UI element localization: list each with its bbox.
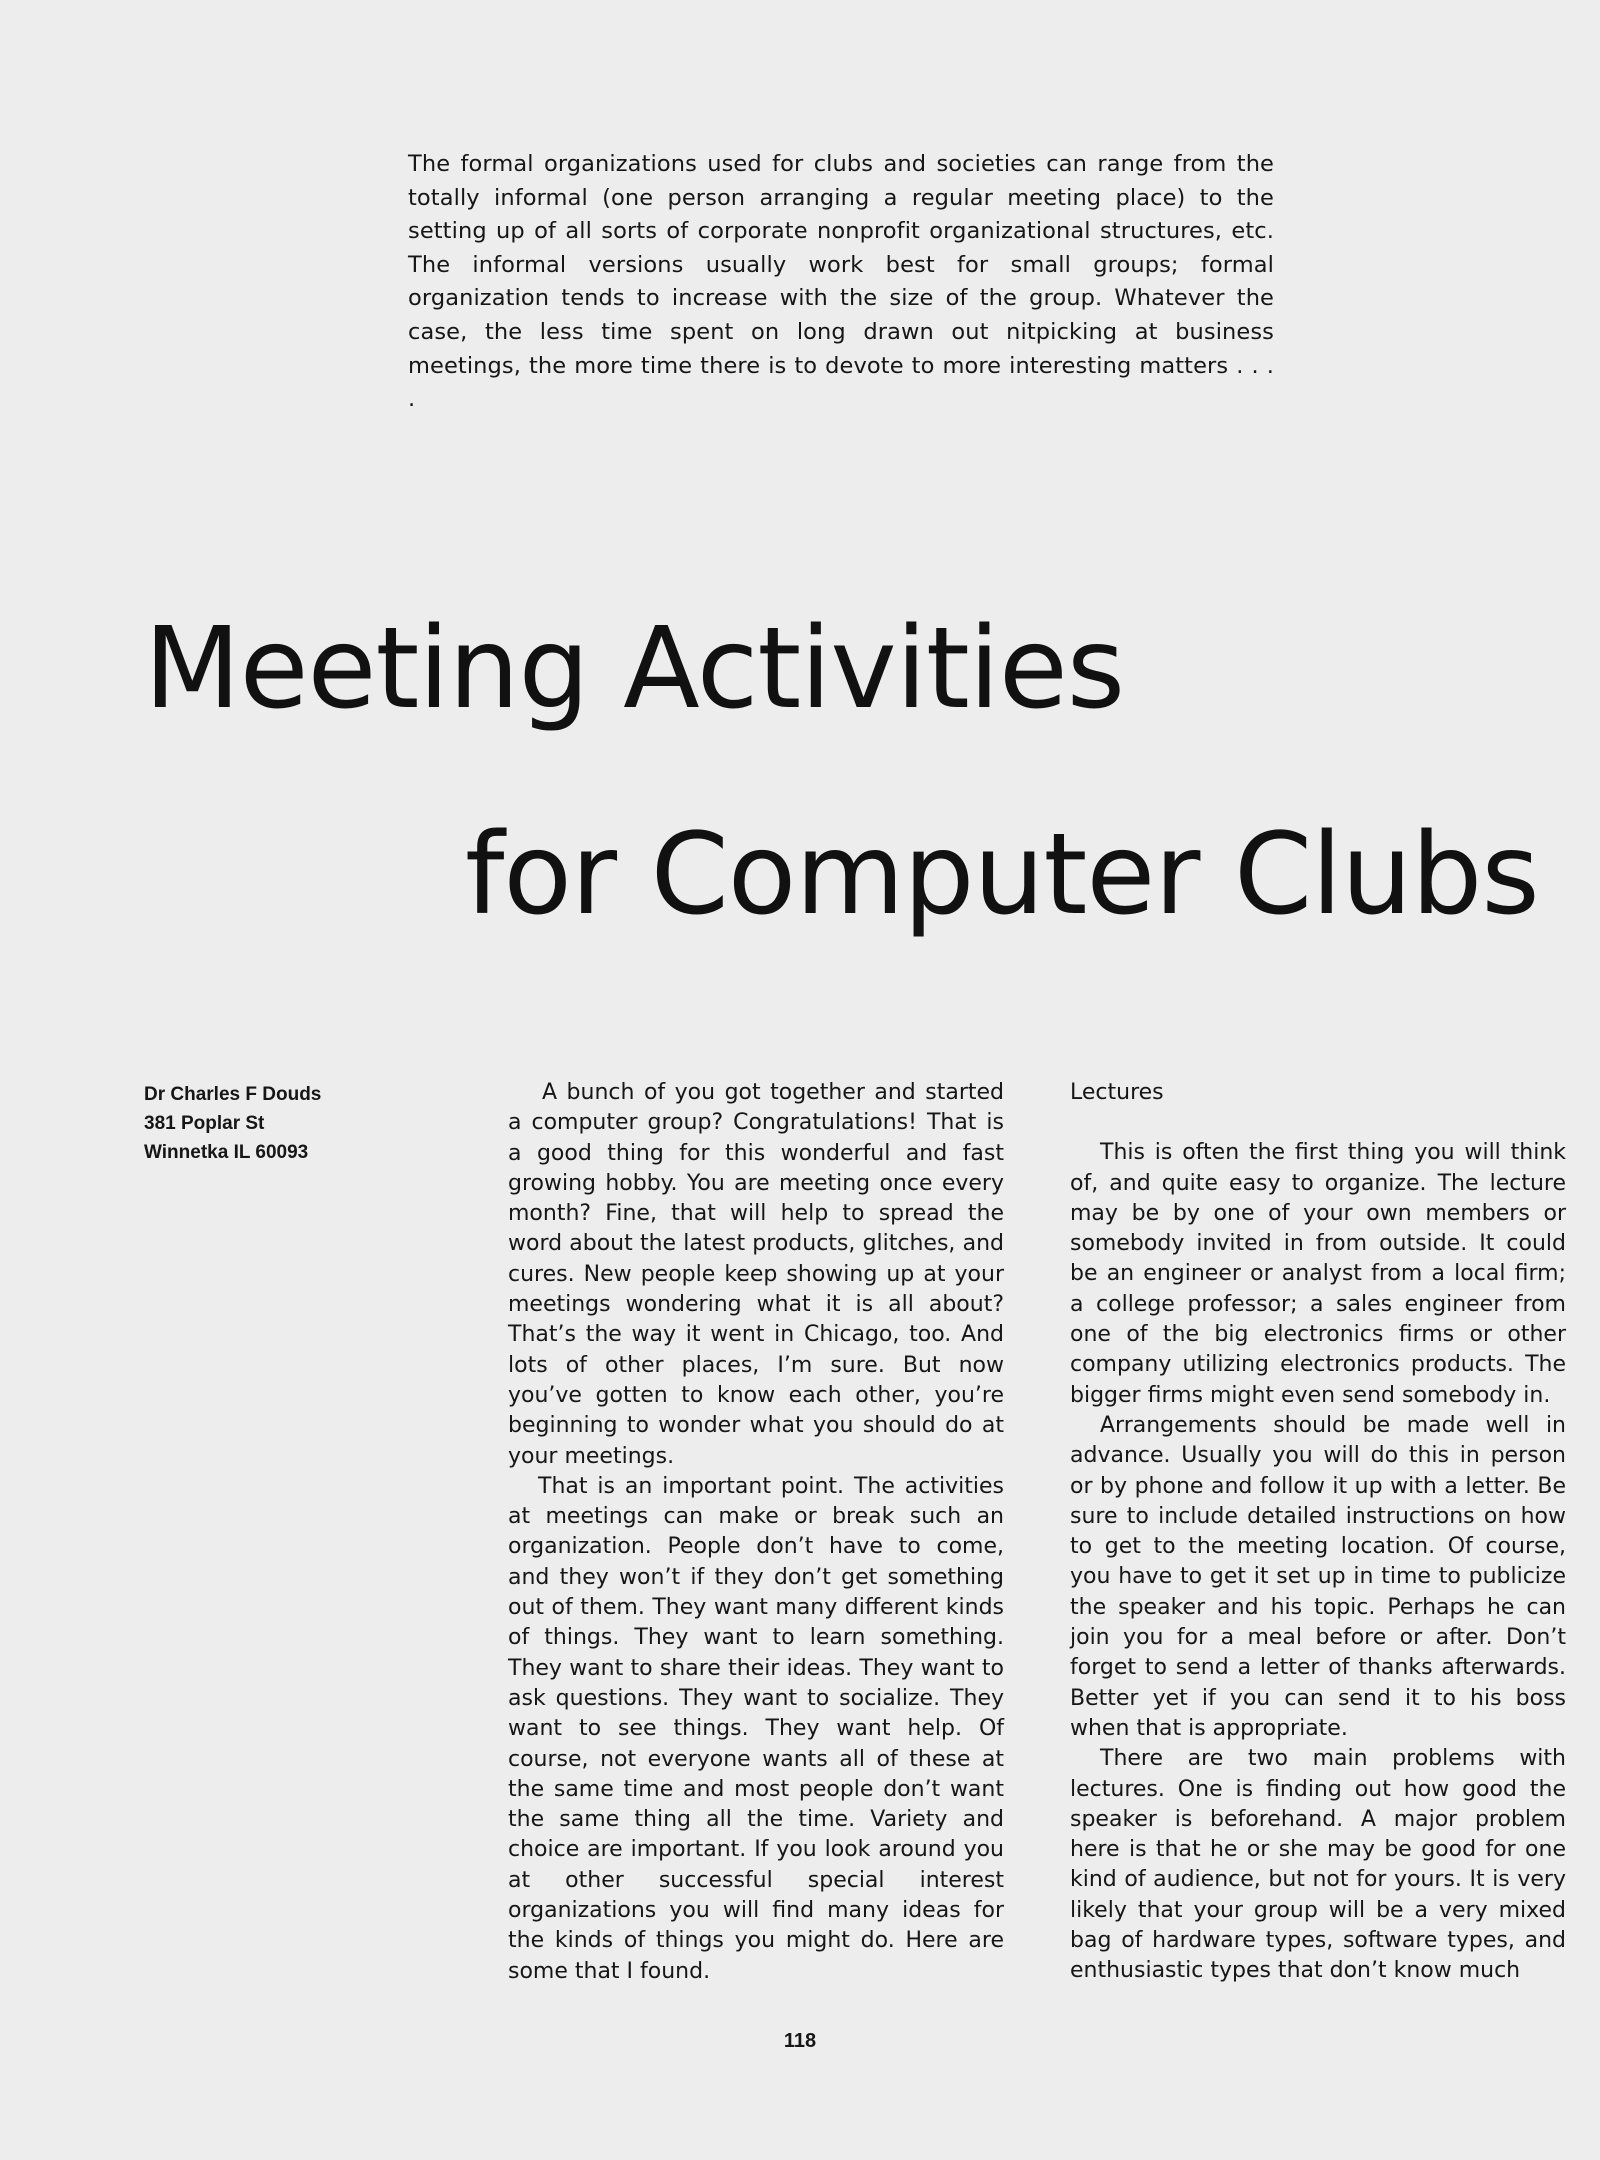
title-line-1: Meeting Activities <box>144 604 1125 735</box>
author-name: Dr Charles F Douds <box>144 1084 322 1105</box>
section-heading-lectures: Lectures <box>1070 1080 1164 1105</box>
intro-paragraph: The formal organizations used for clubs and societies can range from the totally informal (one person arranging a regular meeting place) to the setting up of all sorts of corporate nonprofit organizational structures, etc. The informal versions usually work best for small groups; formal organization tends to increase with the size of the group. Whatever the case, the less time spent on long drawn out nitpicking at business meetings, the more time there is to devote to more interesting matters . . . . <box>408 151 1274 413</box>
page-number: 118 <box>783 2030 817 2052</box>
author-street: 381 Poplar St <box>144 1113 265 1134</box>
column2-paragraph-3: There are two main problems with lectures. One is finding out how good the speaker is beforehand. A major problem here is that he or she may be good for one kind of audience, but not for yours. It is very likely that your group will be a very mixed bag of hardware types, software types, and enthusiastic types that don’t know much <box>1070 1746 1566 1984</box>
author-city: Winnetka IL 60093 <box>144 1142 309 1163</box>
article-column-2 <box>1070 1078 1566 1987</box>
author-byline <box>144 1080 394 1167</box>
article-column-1 <box>508 1078 1004 1987</box>
column1-paragraph-1: A bunch of you got together and started a computer group? Congratulations! That is a good thing for this wonderful and fast growing hobby. You are meeting once every month? Fine, that will help to spread the word about the latest products, glitches, and cures. New people keep showing up at your meetings wondering what it is all about? That’s the way it went in Chicago, too. And lots of other places, I’m sure. But now you’ve gotten to know each other, you’re beginning to wonder what you should do at your meetings. <box>508 1080 1004 1469</box>
column2-paragraph-2: Arrangements should be made well in advance. Usually you will do this in person or by phone and follow it up with a letter. Be sure to include detailed instructions on how to get to the meeting location. Of course, you have to get it set up in time to publicize the speaker and his topic. Perhaps he can join you for a meal before or after. Don’t forget to send a letter of thanks afterwards. Better yet if you can send it to his boss when that is appropriate. <box>1070 1412 1566 1741</box>
column2-paragraph-1: This is often the first thing you will think of, and quite easy to organize. The lecture may be by one of your own members or somebody invited in from outside. It could be an engineer or analyst from a local firm; a college professor; a sales engineer from one of the big electronics firms or other company utilizing electronics products. The bigger firms might even send somebody in. <box>1070 1140 1566 1408</box>
title-line-2: for Computer Clubs <box>465 810 1539 941</box>
column1-paragraph-2: That is an important point. The activities at meetings can make or break such an organization. People don’t have to come, and they won’t if they don’t get something out of them. They want many different kinds of things. They want to learn something. They want to share their ideas. They want to ask questions. They want to socialize. They want to see things. They want help. Of course, not everyone wants all of these at the same time and most people don’t want the same thing all the time. Variety and choice are important. If you look around you at other successful special interest organizations you will find many ideas for the kinds of things you might do. Here are some that I found. <box>508 1473 1004 1984</box>
